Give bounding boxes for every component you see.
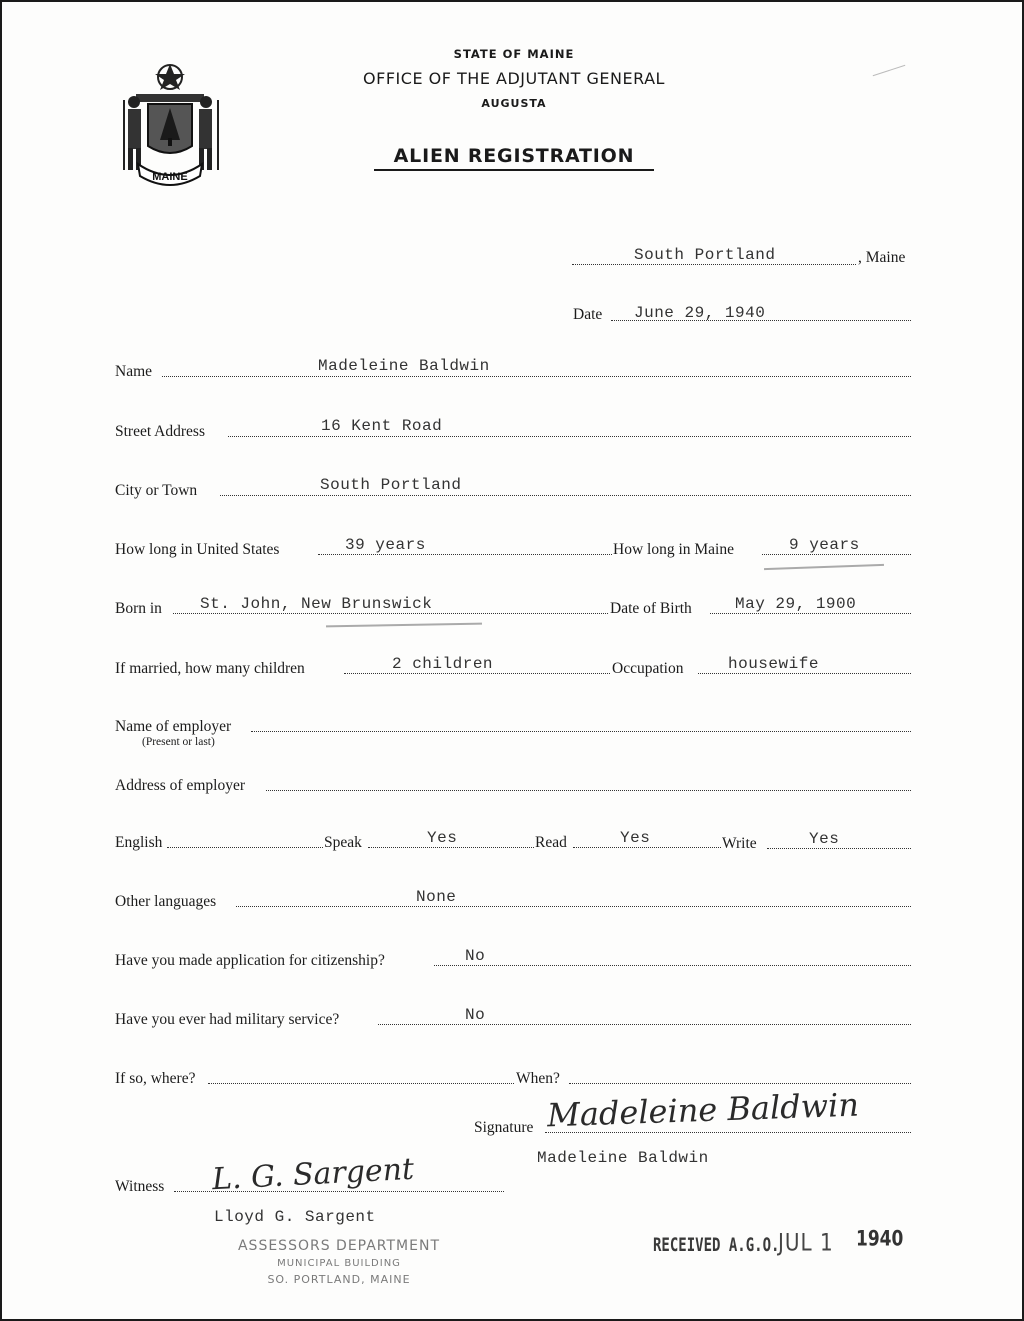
date-label: Date [573, 306, 603, 323]
dob-value: May 29, 1900 [735, 595, 857, 613]
children-value: 2 children [392, 655, 494, 673]
english-label: English [115, 834, 163, 851]
other-languages-value: None [416, 888, 457, 906]
citizenship-value: No [465, 947, 486, 965]
assessor-stamp-line2: MUNICIPAL BUILDING [277, 1258, 401, 1269]
witness-typed: Lloyd G. Sargent [214, 1208, 376, 1226]
write-label: Write [722, 835, 757, 852]
children-label: If married, how many children [115, 660, 305, 677]
military-label: Have you ever had military service? [115, 1011, 340, 1028]
street-label: Street Address [115, 423, 205, 440]
place-state-label: , Maine [858, 249, 906, 266]
name-value: Madeleine Baldwin [318, 357, 490, 375]
date-value: June 29, 1940 [634, 304, 766, 322]
seal-banner-text: MAINE [152, 171, 188, 183]
name-label: Name [115, 363, 153, 380]
other-languages-label: Other languages [115, 893, 217, 910]
read-label: Read [535, 834, 567, 851]
employer-label: Name of employer [115, 718, 232, 735]
witness-label: Witness [115, 1178, 165, 1195]
citizenship-label: Have you made application for citizenship? [115, 952, 385, 969]
employer-sublabel: (Present or last) [142, 736, 215, 748]
employer-address-label: Address of employer [115, 777, 245, 794]
where-label: If so, where? [115, 1070, 196, 1087]
received-stamp-date: JUL 1 [778, 1227, 834, 1257]
us-duration-value: 39 years [345, 536, 426, 554]
military-value: No [465, 1006, 486, 1024]
born-in-label: Born in [115, 600, 162, 617]
when-label: When? [516, 1070, 560, 1087]
office-heading: OFFICE OF THE ADJUTANT GENERAL [363, 69, 665, 88]
received-stamp-year: 1940 [856, 1226, 904, 1252]
maine-duration-label: How long in Maine [613, 541, 734, 558]
dob-label: Date of Birth [610, 600, 692, 617]
pencil-mark [326, 623, 482, 628]
city-value: South Portland [320, 476, 462, 494]
born-in-value: St. John, New Brunswick [200, 595, 433, 613]
occupation-label: Occupation [612, 660, 684, 677]
assessor-stamp-line3: SO. PORTLAND, MAINE [267, 1273, 411, 1286]
form-title: ALIEN REGISTRATION [393, 145, 635, 167]
speak-label: Speak [324, 834, 362, 851]
pencil-mark [764, 564, 884, 570]
received-stamp-text: RECEIVED A.G.O. [653, 1235, 780, 1257]
read-value: Yes [620, 829, 651, 847]
signature-label: Signature [474, 1119, 534, 1136]
witness-handwritten: L. G. Sargent [211, 1151, 415, 1198]
title-underline [374, 169, 654, 171]
write-value: Yes [809, 830, 840, 848]
place-town-value: South Portland [634, 246, 776, 264]
occupation-value: housewife [728, 655, 819, 673]
city-heading: AUGUSTA [481, 97, 547, 110]
signature-typed: Madeleine Baldwin [537, 1149, 709, 1167]
speak-value: Yes [427, 829, 458, 847]
state-heading: STATE OF MAINE [453, 47, 575, 61]
assessor-stamp-line1: ASSESSORS DEPARTMENT [237, 1238, 440, 1254]
signature-handwritten: Madeleine Baldwin [546, 1085, 860, 1135]
city-label: City or Town [115, 482, 198, 499]
maine-duration-value: 9 years [789, 536, 860, 554]
street-value: 16 Kent Road [321, 417, 443, 435]
us-duration-label: How long in United States [115, 541, 280, 558]
